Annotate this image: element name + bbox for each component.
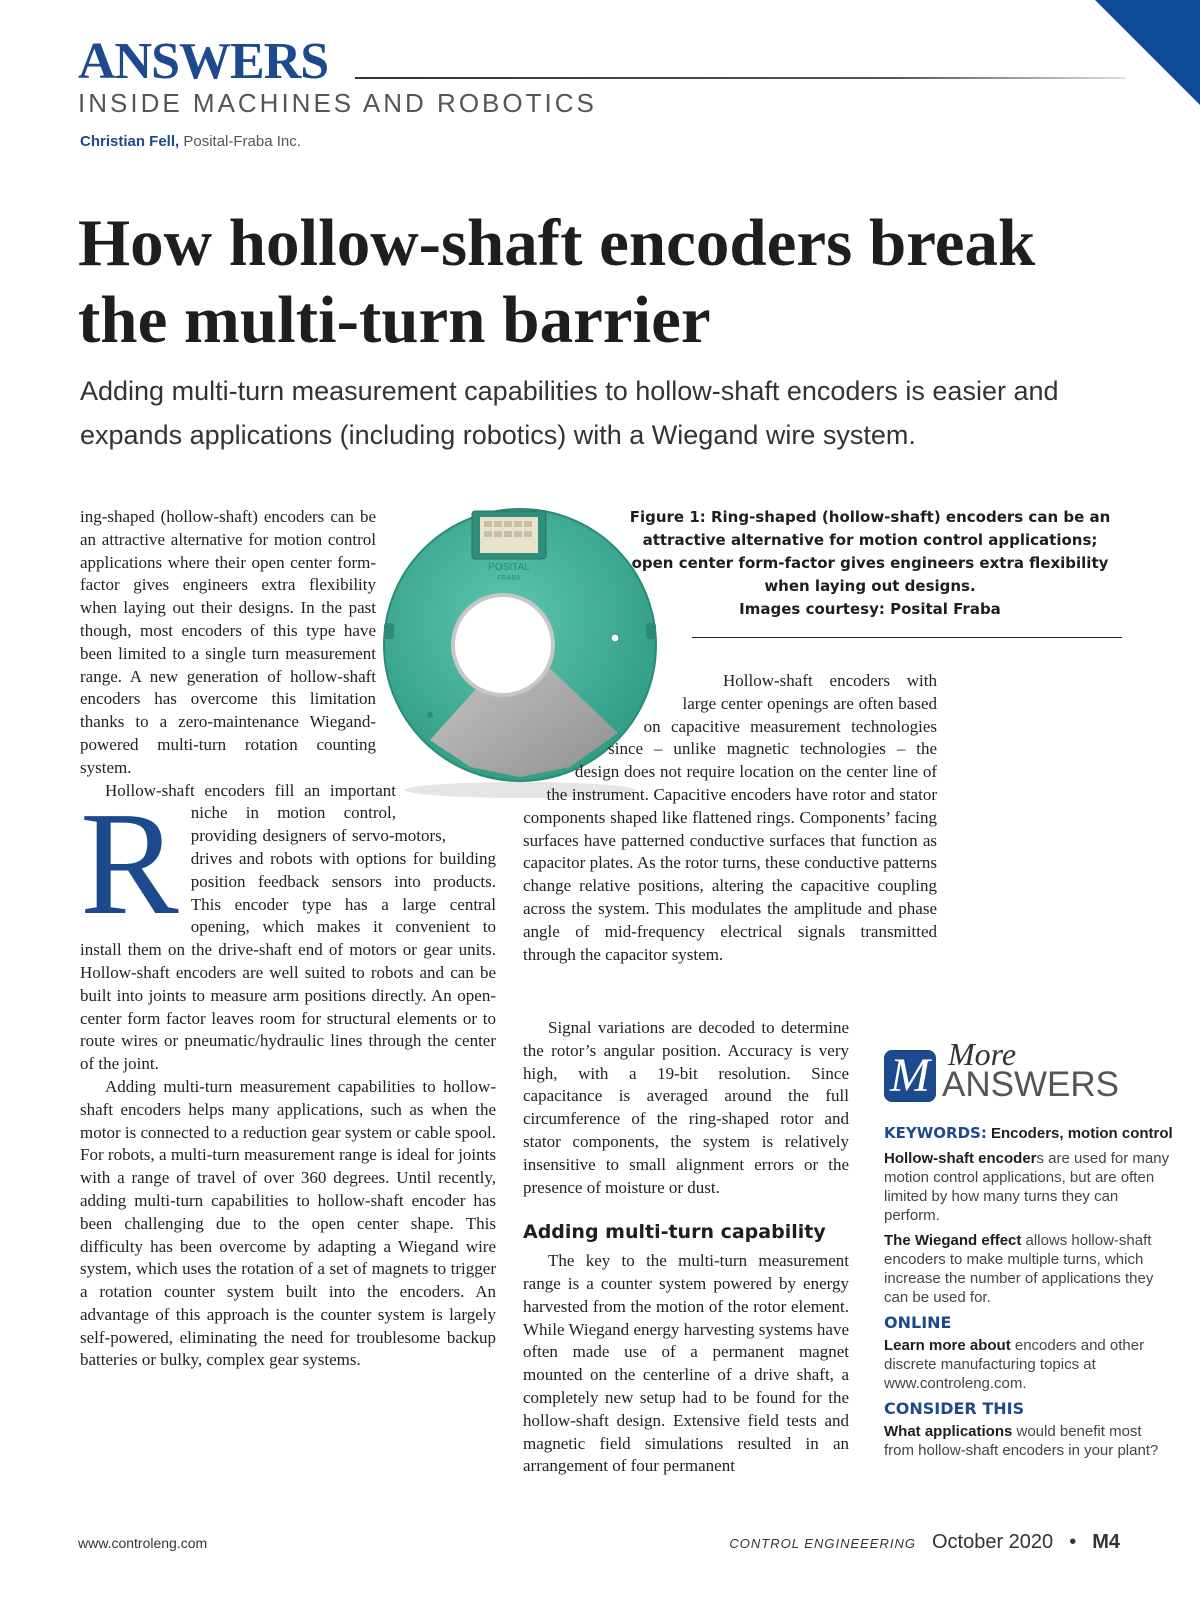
encoder-brand-sublabel: FRABA <box>497 575 521 582</box>
encoder-brand-label: POSITAL <box>488 562 530 573</box>
online-heading: ONLINE <box>884 1313 952 1332</box>
article-column-2-upper <box>523 670 937 966</box>
article-column-1 <box>80 506 496 1372</box>
paragraph-2: Hollow-shaft encoders fill an important niche in motion control, providing designers of servo-motors, drives and robots with options for building position feedback sensors into products. This encoder type has a large central opening, which makes it convenient to install them on the drive-shaft end of motors or gear units. Hollow-shaft encoders are well suited to robots and can be built into joints to measure arm positions directly. An open-center form factor leaves room for structural elements or to route wires or pneumatic/hydraulic lines through the center of the joint. <box>80 780 496 1074</box>
more-answers-sidebar <box>884 1036 1174 1466</box>
paragraph-3: Adding multi-turn measurement capabilities to hollow-shaft encoders helps many applications, such as when the motor is connected to a reduction gear system or cable spool. For robots, a multi-turn measurement range is ideal for joints with a range of travel of over 360 degrees. Until recently, adding multi-turn capabilities to hollow-shaft encoder has been challenging due to the open center shape. This difficulty has been overcome by adapting a Wiegand wire system, which uses the rotation of a set of magnets to trigger a rotation counter system built into the encoders. An advantage of this approach is the counter system is largely self-powered, eliminating the need for troublesome backup batteries or bulky, complex gear systems. <box>80 1076 496 1370</box>
byline-author: Christian Fell, <box>80 133 180 150</box>
footer-date: October 2020 <box>931 1531 1054 1553</box>
footer-publication: CONTROL ENGINEEERING <box>729 1536 916 1551</box>
consider-text: What applications would benefit most from hollow-shaft encoders in your plant? <box>884 1423 1159 1459</box>
page-number: M4 <box>1092 1531 1120 1553</box>
header-rule <box>355 77 1125 79</box>
more-answers-logo <box>884 1036 1174 1110</box>
corner-accent <box>1095 0 1200 105</box>
section-subhead: Adding multi-turn capability <box>523 1221 826 1244</box>
article-column-2-lower <box>523 1017 849 1478</box>
footer-url: www.controleng.com <box>78 1535 208 1551</box>
paragraph-6: The key to the multi-turn measurement range is a counter system powered by energy harvested from the motion of the rotor element. While Wiegand energy harvesting systems have often made use of a permanent magnet mounted on the centerline of a drive shaft, a completely new setup had to be found for the hollow-shaft design. Extensive field tests and magnetic field simulations resulted in an arrangement of four permanent <box>523 1251 849 1476</box>
figure-caption-text: Figure 1: Ring-shaped (hollow-shaft) encoders can be an attractive alternative for motion control applications; open center form-factor gives engineers extra flexibility when laying out designs. <box>629 508 1111 595</box>
drop-cap: R <box>80 782 179 946</box>
footer-info <box>729 1531 1120 1554</box>
logo-m-icon: M <box>884 1050 936 1102</box>
figure-credit: Images courtesy: Posital Fraba <box>739 600 1001 618</box>
online-text: Learn more about encoders and other discrete manufacturing topics at www.controleng.com. <box>884 1337 1145 1392</box>
caption-rule <box>692 637 1122 638</box>
section-subtitle: INSIDE MACHINES AND ROBOTICS <box>78 88 597 118</box>
logo-more-text: More <box>948 1036 1017 1072</box>
sidebar-item-2: The Wiegand effect allows hollow-shaft encoders to make multiple turns, which increase the number of applications they can be used for. <box>884 1232 1154 1306</box>
byline-company: Posital-Fraba Inc. <box>179 133 301 150</box>
footer-bullet: • <box>1069 1531 1077 1553</box>
section-brand: ANSWERS <box>78 33 329 90</box>
keywords: KEYWORDS: Encoders, motion control <box>884 1124 1173 1142</box>
paragraph-5: Signal variations are decoded to determine the rotor’s angular position. Accuracy is very high, with a 19-bit resolution. Since capacitance is averaged around the full circumference of the ring-shaped rotor and stator components, the system is relatively insensitive to small alignment errors or the presence of moisture or dust. <box>523 1018 849 1197</box>
sidebar-item-1: Hollow-shaft encoders are used for many motion control applications, but are often limited by how many turns they can perform. <box>884 1150 1170 1224</box>
logo-answers-text: ANSWERS <box>942 1065 1119 1104</box>
consider-heading: CONSIDER THIS <box>884 1399 1025 1418</box>
paragraph-4: Hollow-shaft encoders with large center openings are often based on capacitive measurement technologies since – unlike magnetic technologies – the design does not require location on the center line of the instrument. Capacitive encoders have rotor and stator components shaped like flattened rings. Components’ facing surfaces have patterned conductive surfaces that function as capacitor plates. As the rotor turns, these conductive patterns change relative positions, altering the capacitive coupling across the system. This modulates the amplitude and phase angle of mid-frequency electrical signals transmitted through the capacitor system. <box>523 671 937 964</box>
byline <box>80 133 301 150</box>
paragraph-1: ing-shaped (hollow-shaft) encoders can be an attractive alternative for motion control applications where their open center form-factor gives engineers extra flexibility when laying out their designs. In the past though, most encoders of this type have been limited to a single turn measurement range. A new generation of hollow-shaft encoders has overcome this limitation thanks to a zero-maintenance Wiegand-powered multi-turn rotation counting system. <box>80 507 376 777</box>
article-headline: How hollow-shaft encoders break the multi-turn barrier <box>78 206 1036 357</box>
article-deck: Adding multi-turn measurement capabilities to hollow-shaft encoders is easier and expands applications (including robotics) with a Wiegand wire system. <box>80 376 1059 450</box>
figure-caption <box>620 506 1120 621</box>
